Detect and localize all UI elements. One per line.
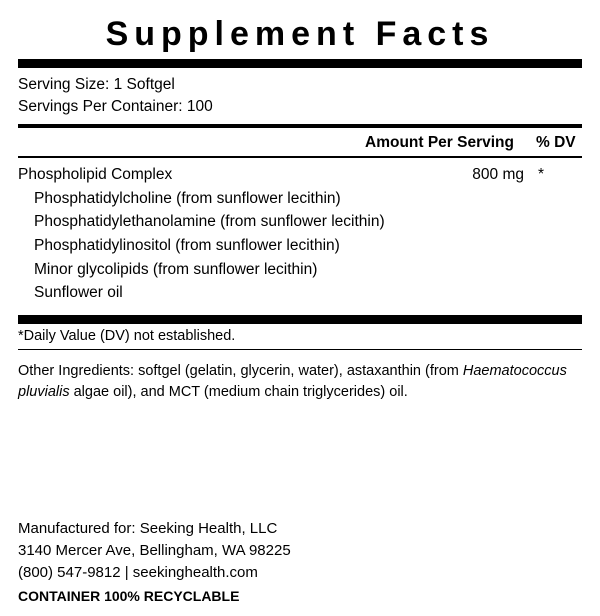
nutrient-list [18,158,582,310]
nutrient-row [18,187,582,211]
servings-per-container: Servings Per Container: 100 [18,98,213,116]
amount-header-row [18,128,582,156]
other-ingredients-species: Haematococcus pluvialis [18,362,567,401]
nutrient-dv: * [538,166,545,184]
other-ingredients-text-2: algae oil), and MCT (medium chain triglycerides) oil. [69,384,408,401]
nutrient-row [18,234,582,258]
manufacturer-contact: (800) 547-9812 | seekinghealth.com [18,563,258,581]
nutrient-row [18,163,582,187]
nutrient-name: Phosphatidylcholine (from sunflower lecithin) [34,189,341,207]
percent-dv-header: % DV [536,134,576,152]
nutrient-amount: 800 mg [472,166,524,184]
divider-heavy-top [18,59,582,68]
nutrient-name: Phospholipid Complex [18,166,173,184]
nutrient-row [18,210,582,234]
other-ingredients [18,350,582,405]
manufactured-for: Manufactured for: Seeking Health, LLC [18,520,278,538]
supplement-facts-panel [0,16,600,616]
serving-size: Serving Size: 1 Softgel [18,76,175,94]
amount-per-serving-header: Amount Per Serving [365,134,514,152]
recyclable-notice: CONTAINER 100% RECYCLABLE [18,587,240,604]
nutrient-row [18,281,582,305]
nutrient-name: Phosphatidylethanolamine (from sunflower lecithin) [34,213,385,231]
manufacturer-address: 3140 Mercer Ave, Bellingham, WA 98225 [18,542,291,560]
nutrient-row [18,258,582,282]
nutrient-name: Phosphatidylinositol (from sunflower lecithin) [34,237,340,255]
divider-heavy-bottom [18,315,582,324]
nutrient-name: Minor glycolipids (from sunflower lecithin) [34,260,318,278]
nutrient-name: Sunflower oil [34,284,123,302]
other-ingredients-text-1: Other Ingredients: softgel (gelatin, glycerin, water), astaxanthin (from [18,362,463,379]
serving-info [18,68,582,124]
manufacturer-block [18,518,582,606]
daily-value-footnote: *Daily Value (DV) not established. [18,327,236,344]
panel-title: Supplement Facts [105,15,495,53]
